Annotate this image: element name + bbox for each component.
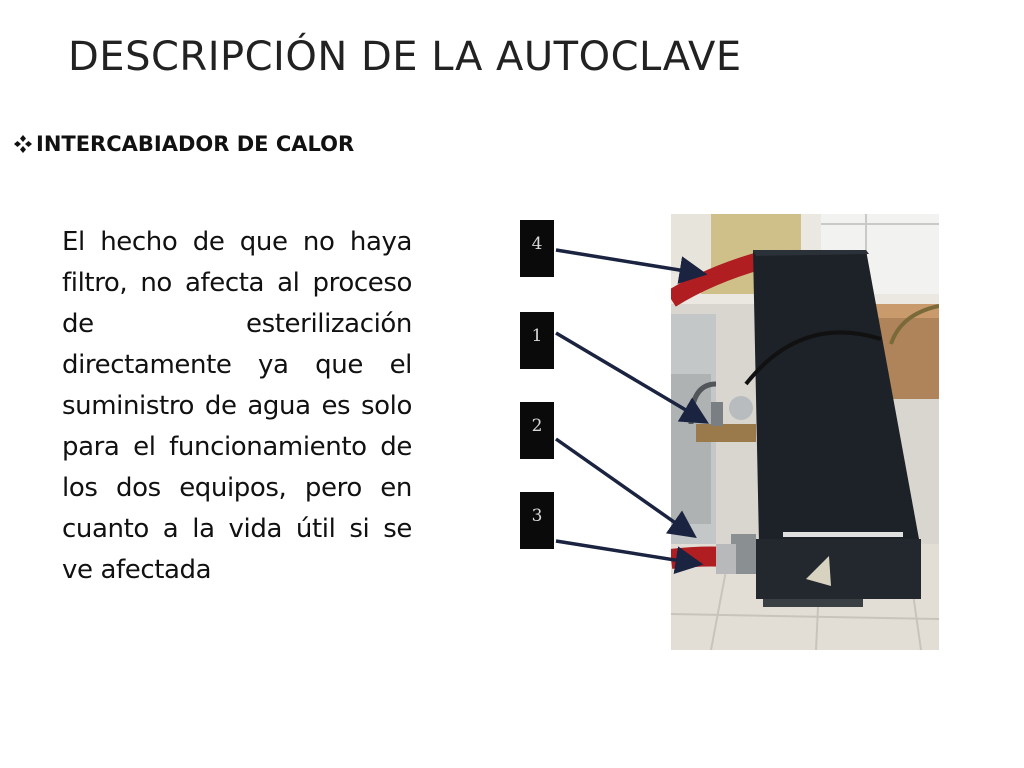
section-heading-text: INTERCABIADOR DE CALOR: [36, 132, 355, 156]
diamond-bullet-icon: [12, 133, 34, 155]
label-2: 2: [520, 402, 554, 459]
heat-exchanger-photo: [671, 214, 939, 650]
section-heading: [12, 132, 354, 156]
label-1: 1: [520, 312, 554, 369]
body-paragraph: El hecho de que no haya filtro, no afecta al proceso de esterilización directamente ya que el suministro de agua es solo para el funcionamiento de los dos equipos, pero en cuanto a la vida útil si se ve afectada: [62, 227, 412, 585]
slide-title: DESCRIPCIÓN DE LA AUTOCLAVE: [68, 34, 742, 80]
label-3: 3: [520, 492, 554, 549]
label-4: 4: [520, 220, 554, 277]
